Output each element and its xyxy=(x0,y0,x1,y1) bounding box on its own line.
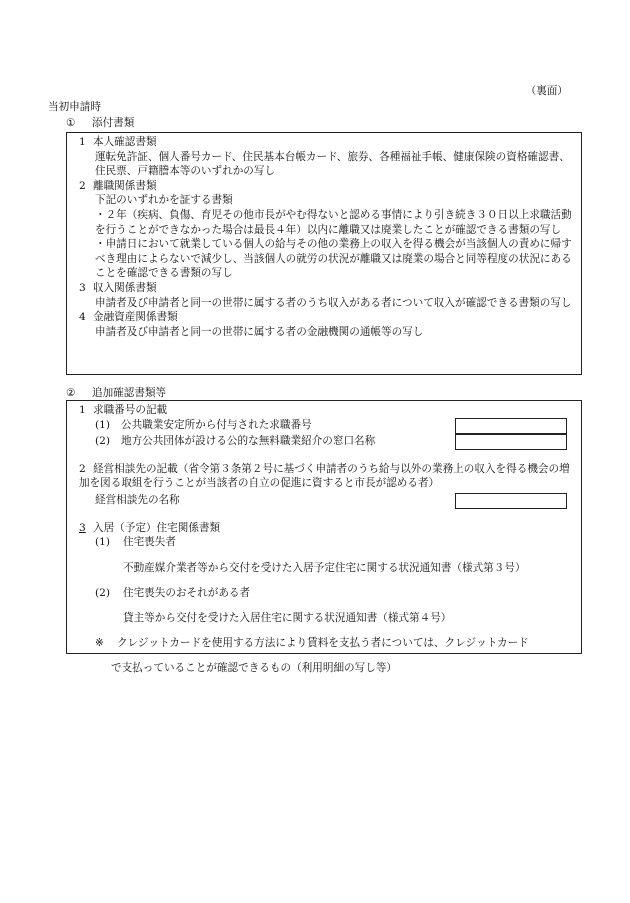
credit-card-note xyxy=(95,636,573,651)
section2-number: ② xyxy=(66,387,76,399)
attachment-item-1 xyxy=(79,135,573,179)
heading-initial-application: 当初申請時 xyxy=(48,101,101,113)
section1-number: ① xyxy=(66,117,76,129)
additional-documents-box xyxy=(66,400,582,675)
item-body: 申請者及び申請者と同一の世帯に属する者の金融機関の通帳等の写し xyxy=(95,325,424,338)
section1-title-text: 添付書類 xyxy=(92,117,135,129)
row-text: 公共職業安定所から付与された求職番号 xyxy=(121,418,312,431)
item-bullet-1: ・２年（疾病、負傷、育児その他市長がやむ得ないと認める事情により引き続き３０日以上求職活動を行うことができなかった場合は最長４年）以内に離職又は廃業したことが確認できる書類の写し xyxy=(95,209,572,236)
job-number-row-2 xyxy=(95,434,573,450)
item-title: 本人確認書類 xyxy=(93,136,157,148)
item-number: 2 xyxy=(79,462,86,475)
page-side-label: （裏面） xyxy=(525,85,568,97)
business-consultation-item xyxy=(79,462,573,491)
section1-title xyxy=(66,116,134,131)
item-body: 運転免許証、個人番号カード、住民基本台帳カード、旅券、各種福祉手帳、健康保険の資格確認書、住民票、戸籍謄本等のいずれかの写し xyxy=(95,150,570,178)
item-title: 求職番号の記載 xyxy=(93,404,168,416)
item-intro: 下記のいずれかを証する書類 xyxy=(95,194,233,207)
housing-sub-2-title xyxy=(95,586,573,601)
job-number-title xyxy=(79,403,573,418)
housing-sub-2-body: 貸主等から交付を受けた入居住宅に関する状況通知書（様式第４号） xyxy=(123,612,452,625)
item-title: 金融資産関係書類 xyxy=(93,311,178,324)
attachment-item-4 xyxy=(79,310,573,339)
employment-office-name-input[interactable] xyxy=(455,434,567,450)
credit-card-note-cont: で支払っていることが確認できるもの（利用明細の写し等） xyxy=(111,662,398,675)
sub-number: (2) xyxy=(95,586,111,599)
row-label: 経営相談先の名称 xyxy=(95,493,180,506)
row-number: (1) xyxy=(95,418,111,431)
housing-sub-1-title xyxy=(95,535,573,550)
section2-title-text: 追加確認書類等 xyxy=(92,387,167,399)
item-title: 収入関係書類 xyxy=(93,282,157,295)
housing-sub-1-body: 不動産媒介業者等から交付を受けた入居予定住宅に関する状況通知書（様式第３号） xyxy=(123,561,526,574)
item-number: 4 xyxy=(79,311,86,324)
item-bullet-2: ・申請日において就業している個人の給与その他の業務上の収入を得る機会が当該個人の責めに帰すべき理由によらないで減少し、当該個人の就労の状況が離職又は廃業の場合と同等程度の状況にあることを確認できる書類の写し xyxy=(95,238,572,280)
attachments-box xyxy=(66,132,582,375)
note-mark: ※ xyxy=(95,637,104,650)
job-number-row-1 xyxy=(95,418,573,434)
item-title: 入居（予定）住宅関係書類 xyxy=(93,521,221,534)
attachment-item-3 xyxy=(79,281,573,310)
note-text: クレジットカードを使用する方法により賃料を支払う者については、クレジットカード xyxy=(117,637,529,650)
business-consultation-name-input[interactable] xyxy=(455,493,567,509)
section2-title xyxy=(66,386,166,401)
item-number: 3 xyxy=(79,282,86,295)
item-body: 申請者及び申請者と同一の世帯に属する者のうち収入がある者について収入が確認できる書類の写し xyxy=(95,296,572,309)
job-number-input[interactable] xyxy=(455,418,567,434)
row-text: 地方公共団体が設ける公的な無料職業紹介の窓口名称 xyxy=(121,434,376,447)
item-title: 離職関係書類 xyxy=(93,179,157,192)
item-text: 経営相談先の記載（省令第３条第２号に基づく申請者のうち給与以外の業務上の収入を得る機会の増加を図る取組を行うことが当該者の自立の促進に資すると市長が認める者） xyxy=(79,462,570,490)
item-number: 2 xyxy=(79,179,86,192)
housing-documents-title xyxy=(79,521,573,536)
sub-title: 住宅喪失のおそれがある者 xyxy=(123,586,251,599)
sub-number: (1) xyxy=(95,536,111,549)
sub-title: 住宅喪失者 xyxy=(123,536,176,549)
attachment-item-2 xyxy=(79,179,573,281)
business-consultation-row xyxy=(95,493,573,509)
item-number: 3 xyxy=(79,521,86,534)
item-number: 1 xyxy=(79,136,86,148)
item-number: 1 xyxy=(79,404,86,416)
row-number: (2) xyxy=(95,434,111,447)
